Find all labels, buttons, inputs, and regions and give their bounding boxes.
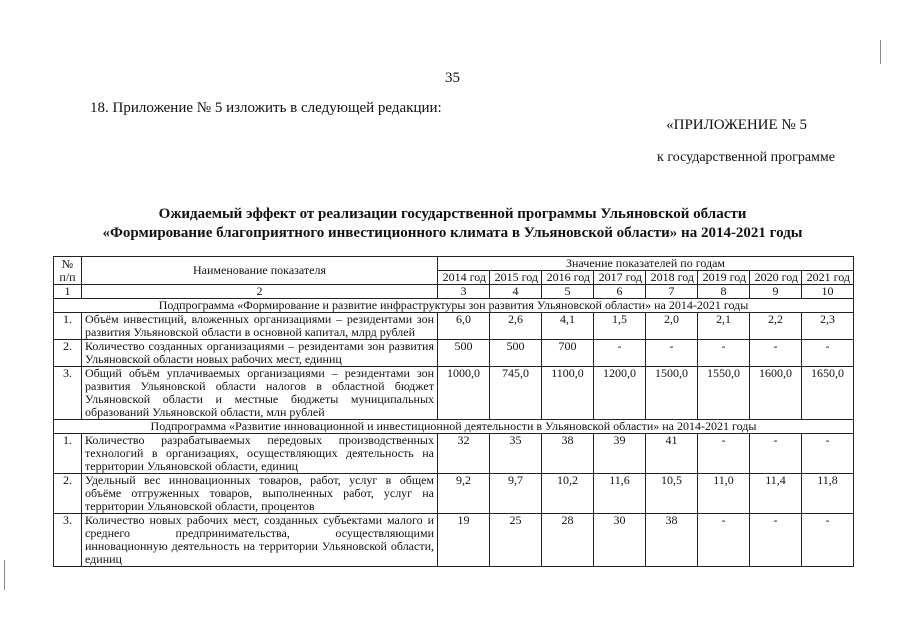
indicator-value: 25 <box>490 514 542 567</box>
indicator-value: - <box>594 340 646 367</box>
indicator-value: - <box>750 340 802 367</box>
indicator-value: 2,3 <box>802 313 854 340</box>
indicator-value: - <box>698 340 750 367</box>
table-row <box>54 367 854 420</box>
indicator-value: 32 <box>438 434 490 474</box>
indicator-value: 35 <box>490 434 542 474</box>
title-line-1: Ожидаемый эффект от реализации государственной программы Ульяновской области <box>158 206 747 222</box>
row-number: 1. <box>54 434 82 474</box>
indicator-value: 9,7 <box>490 474 542 514</box>
document-title <box>0 205 905 243</box>
column-number: 8 <box>698 285 750 299</box>
year-header: 2020 год <box>750 271 802 285</box>
appendix-label: «ПРИЛОЖЕНИЕ № 5 <box>666 117 807 133</box>
indicator-value: 30 <box>594 514 646 567</box>
subprogram-row <box>54 420 854 434</box>
header-values-by-year: Значение показателей по годам <box>438 257 854 271</box>
year-header: 2019 год <box>698 271 750 285</box>
indicator-name: Удельный вес инновационных товаров, работ, услуг в общем объёме отгруженных товаров, выполненных работ, услуг на территории Ульяновской области, процентов <box>82 474 438 514</box>
indicator-value: 1650,0 <box>802 367 854 420</box>
column-number: 2 <box>82 285 438 299</box>
year-header: 2017 год <box>594 271 646 285</box>
header-number: № п/п <box>54 257 82 285</box>
indicator-value: 745,0 <box>490 367 542 420</box>
page-number: 35 <box>445 70 460 86</box>
indicator-value: 2,0 <box>646 313 698 340</box>
indicator-value: 2,1 <box>698 313 750 340</box>
indicator-value: - <box>802 340 854 367</box>
indicator-value: 500 <box>490 340 542 367</box>
indicator-value: - <box>750 514 802 567</box>
indicator-value: 1,5 <box>594 313 646 340</box>
column-number: 6 <box>594 285 646 299</box>
scan-mark-left <box>4 560 5 590</box>
table-row <box>54 313 854 340</box>
indicator-value: 1600,0 <box>750 367 802 420</box>
indicator-value: 39 <box>594 434 646 474</box>
indicator-value: 1500,0 <box>646 367 698 420</box>
subprogram-title: Подпрограмма «Развитие инновационной и инвестиционной деятельности в Ульяновской области» на 2014-2021 годы <box>54 420 854 434</box>
indicator-value: - <box>750 434 802 474</box>
indicator-value: 10,5 <box>646 474 698 514</box>
program-reference: к государственной программе <box>657 150 835 165</box>
indicator-value: 41 <box>646 434 698 474</box>
indicator-value: 1100,0 <box>542 367 594 420</box>
header-row-1 <box>54 257 854 271</box>
indicator-value: 500 <box>438 340 490 367</box>
indicator-value: 700 <box>542 340 594 367</box>
indicator-value: - <box>698 434 750 474</box>
indicator-name: Количество разрабатываемых передовых производственных технологий в организациях, осуществляющих деятельность на территории Ульяновской области, единиц <box>82 434 438 474</box>
indicator-value: - <box>646 340 698 367</box>
indicator-value: 11,6 <box>594 474 646 514</box>
table-row <box>54 340 854 367</box>
title-line-2: «Формирование благоприятного инвестиционного климата в Ульяновской области» на 2014-2021 годы <box>102 225 803 241</box>
column-number: 9 <box>750 285 802 299</box>
year-header: 2016 год <box>542 271 594 285</box>
column-number: 5 <box>542 285 594 299</box>
table-body <box>54 299 854 567</box>
row-number: 1. <box>54 313 82 340</box>
indicator-name: Количество созданных организациями – резидентами зон развития Ульяновской области новых рабочих мест, единиц <box>82 340 438 367</box>
year-header: 2021 год <box>802 271 854 285</box>
indicator-name: Общий объём уплачиваемых организациями – резидентами зон развития Ульяновской области налогов в областной бюджет Ульяновской области и местные бюджеты муниципальных образований Ульяновской области, млн рублей <box>82 367 438 420</box>
column-number: 10 <box>802 285 854 299</box>
indicator-value: 19 <box>438 514 490 567</box>
indicator-value: - <box>802 434 854 474</box>
indicator-name: Количество новых рабочих мест, созданных субъектами малого и среднего предпринимательства, осуществляющими инновационную деятельность на территории Ульяновской области, единиц <box>82 514 438 567</box>
column-number: 4 <box>490 285 542 299</box>
indicator-value: 28 <box>542 514 594 567</box>
indicator-value: 1200,0 <box>594 367 646 420</box>
indicator-value: 38 <box>646 514 698 567</box>
indicator-value: 6,0 <box>438 313 490 340</box>
indicator-value: 10,2 <box>542 474 594 514</box>
column-numbers-row <box>54 285 854 299</box>
subprogram-row <box>54 299 854 313</box>
indicator-value: 1000,0 <box>438 367 490 420</box>
year-header: 2015 год <box>490 271 542 285</box>
indicator-value: 4,1 <box>542 313 594 340</box>
column-number: 7 <box>646 285 698 299</box>
table-row <box>54 474 854 514</box>
year-header: 2018 год <box>646 271 698 285</box>
indicators-table <box>53 256 854 567</box>
table-row <box>54 514 854 567</box>
indicator-value: 11,0 <box>698 474 750 514</box>
column-number: 3 <box>438 285 490 299</box>
indicator-value: 9,2 <box>438 474 490 514</box>
column-number: 1 <box>54 285 82 299</box>
subprogram-title: Подпрограмма «Формирование и развитие инфраструктуры зон развития Ульяновской области» на 2014-2021 годы <box>54 299 854 313</box>
indicator-value: 2,2 <box>750 313 802 340</box>
indicator-value: 11,4 <box>750 474 802 514</box>
table-row <box>54 434 854 474</box>
intro-text: 18. Приложение № 5 изложить в следующей редакции: <box>90 100 442 116</box>
row-number: 2. <box>54 474 82 514</box>
row-number: 3. <box>54 367 82 420</box>
year-header: 2014 год <box>438 271 490 285</box>
indicator-value: 38 <box>542 434 594 474</box>
indicator-value: - <box>698 514 750 567</box>
indicator-value: 2,6 <box>490 313 542 340</box>
indicator-value: 1550,0 <box>698 367 750 420</box>
scan-mark-right <box>880 40 881 64</box>
header-indicator-name: Наименование показателя <box>82 257 438 285</box>
row-number: 3. <box>54 514 82 567</box>
row-number: 2. <box>54 340 82 367</box>
indicator-value: 11,8 <box>802 474 854 514</box>
indicator-name: Объём инвестиций, вложенных организациями – резидентами зон развития Ульяновской области в основной капитал, млрд рублей <box>82 313 438 340</box>
indicator-value: - <box>802 514 854 567</box>
